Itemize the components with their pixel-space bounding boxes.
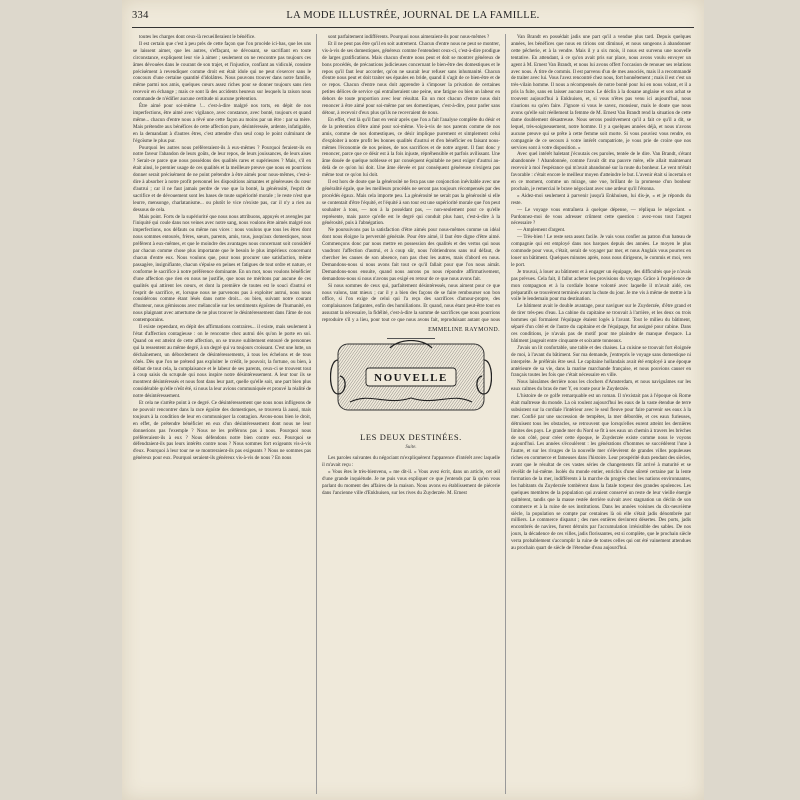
story-title: LES DEUX DESTINÉES. — [360, 432, 462, 442]
journal-title: LA MODE ILLUSTRÉE, JOURNAL DE LA FAMILLE. — [286, 10, 540, 21]
vignette-label: NOUVELLE — [374, 372, 448, 384]
text-column-1 — [133, 34, 311, 794]
paragraph: Avec quel intérêt haletant j'écoutais ces paroles, tentée de le dire. Van Brandt, s'étant abandonnée ! Abandonnée, comme l'avait dit ma pauvre mère, elle allait maintenant recevoir à moi l'espérance qui m'avait abandonné sur la route du bonheur. Le vent m'était favorable : c'était encore le meilleur moyen d'atteindre le but. L'avenir était si incertain et en ce moment, comme un mirage, une vue, brillant de la promesse d'un bonheur prochain, je remerciai le brave négociant avec une ardeur qu'il l'étonna. — [511, 151, 691, 192]
paragraph: Pourquoi les autres nous préfèreraient-ils à eux-mêmes ? Pourquoi feraient-ils en notre faveur l'abandon de leurs goûts, de leur repos, de leurs jouissances, de leurs aises ? Serait-ce parce que nous possédons des qualités rares et supérieures ? Mais, s'il en était ainsi, le premier usage de ces qualités et la meilleure preuve que nous en pourrions donner serait précisément de ne point prétendre à être aimés pour nous-mêmes, c'est-à-dire à absorber à notre profit personnel les dispositions aimantes et généreuses du cœur d'autrui ; car il ne faut jamais perdre de vue que la bonté, la générosité, l'esprit de sacrifice et de dévouement sont les bases de toute supériorité morale ; le reste n'est que leurre, mensonge, charlatanisme... ou plutôt le vice n'existe pas, car il n'y a rien au dessous de cela. — [133, 144, 311, 213]
paragraph: Le bâtiment avait le double avantage, pour naviguer sur le Zuyderzée, d'être grand et de tirer très-peu d'eau. La cabine du capitaine se trouvait à l'arrière, et les deux ou trois hommes qui formaient l'équipage étaient logés à l'avant. Tout le milieu du bâtiment, séparé d'un côté et de l'autre du capitaine et de l'équipage, fut assigné pour cabine. Dans ces conditions, je n'avais pas de motif pour me plaindre de manque d'espace. La bâtiment jaugeait entre cinquante et soixante tonneaux. — [511, 303, 691, 344]
paragraph: L'histoire de ce golfe remarquable est un roman. Il n'existait pas à l'époque où Rome était maîtresse du monde. La où roulent aujourd'hui les eaux de la vaste étendue de terre subsistent sur la cordiale l'intérieur avec le seul fleuve pour faire parvenir ses eaux à la mer. Confié par une succession de tempêtes, la mer débordée, et ces eaux furieuses, détruisent tous les obstacles, se retrouvent que lorsqu'elles eurent atteint les dernières limites des pays. Le grande mer du Nord se fit à ses eaux un chemin à travers les brèches de son côté, pour créer cette époque, le Zuyderzée existe comme nous le voyons aujourd'hui. Les années s'écoulèrent : les générations d'hommes se succédèrent l'une à l'autre, et sur les rivages de la nouvelle mer s'élevèrent de grandes villes populeuses riches en commerce et fameuses dans l'histoire. Leur prospérité dura pendant des siècles, avant que le résultat de ces vastes séries de changements fût arrivé à maturité et se révélât de lui-même. Isolés du monde entier, enrichis d'une sûreté certaine par la lente formation de la mer, indifférents à la marche du progrès chez les nations environnantes, les habitants du Zuyderzée tombèrent dans la fatale torpeur des grandes opulences. Les quelques membres de la population qui avaient conservé un reste de leur vieille énergie quittèrent, tandis que la masse restée derrière suivait avec stagnation un déclin de son commerce et à la ruine de ses institutions. Dans les années voisines du dix-neuvième siècle, la population se compte par centaines là où elle s'était jadis dénombrée par milliers. Le commerce disparut ; des rues entières devinrent désertes. Des ports, jadis encombrés de navires, furent détruits par l'accumulation irrésistible des sables. De nos jours, la décadence de ces villes, jadis florissantes, est si complète, que le prochain siècle verra probablement s'accomplir la ruine de toutes celles qui ont été vainement attendues au prochain quart de siècle de l'étendue d'eau aujourd'hui. — [511, 393, 691, 552]
header-rule — [132, 27, 694, 28]
paragraph: Nous laissâmes derrière nous les clochers d'Amsterdam, et nous naviguâmes sur les eaux calmes du bras de mer Y, en route pour le Zuyderzée. — [511, 379, 691, 393]
column-divider — [316, 34, 317, 794]
paragraph: « Vous êtes le très-bienvenu, » me dit-il. « Vous avez écrit, dans un article, cet œil d'une grande inquiétude. Je ne puis vous expliquer ce que j'entends par là qu'en vous parlant du moment des affaires de la maison. Nous avons eu établissement de piécerie dans l'ancienne ville d'Enkhuisen, sur les rives du Zuyderzée. M. Ernest — [322, 468, 500, 496]
paragraph: Les paroles suivantes du négociant m'expliquèrent l'apparence d'intérêt avec laquelle il m'avait reçu : — [322, 455, 500, 468]
paragraph: Van Brandt en possédait jadis une part qu'il a vendue plus tard. Depuis quelques années, les bénéfices que nous en tirions ont diminué, et nous songeons à abandonner cette pêcherie, et à la vendre. Mais il y a six mois, il nous est survenu une nouvelle tentative. En attendant, à ce qu'on avait pris sur place, nous avons voulu envoyer un agent à M. Ernest Van Brandt, et nous lui avons offert l'occasion de renouer ses relations avec nous. À titre de commis. Il est parvenu d'un de mes associés, mais il a recommandé de traiter avec lui. Vous l'avez rencontré chez nous, fort honnêtement ; mais il est c'est un très-vilain homme. Il nous a récompensés de notre bonté pour lui en nous volant, et il a pris la fuite, sans en laisser aucune trace. Le déclin à la douane anglaise et son achat se trouvent aujourd'hui à Enkhuisen, et, si vous n'êtes pas venu ici aujourd'hui, nous n'aurions su qu'en faire. J'ignore si vous le savez, monsieur, mais le doute que nous avons qu'elle soit réellement la femme de M. Ernest Van Brandt rend la situation de cette dame doublement désastreuse. Nous serons positivement qu'il a fait ce qu'il a dit, se lequel, très-soigneusement, notre homme. Il y a quelques années déjà, et nous n'avons aucune preuve qui se prête à cette femme soit morte. Si vous pouviez vous rendre, en compagnie de ce secours à votre intérêt compatriote, je vous prie de croire que nos services sont à votre disposition. » — [511, 34, 691, 151]
paragraph: sont parfaitement indifférents. Pourquoi nous aimeraient-ils pour nous-mêmes ? — [328, 34, 490, 40]
paragraph: Mais point. Forts de la supériorité que nous nous attribuons, appuyés et avengles par l'iniquité qui coule dans nos veines avec notre sang, nous voulons être aimés malgré nos imperfections, nos défauts ou même nos vices : nous voulons que tous les êtres dont nous sommes entourés, frères, sœurs, parents, amis, tous, jusqu'aux domestiques, nous préfèrent à eux-mêmes, et que le moindre des avantages nous concernant soit considéré par chacun comme chose plus importante que le besoin le plus impérieux concernant chacun d'entre eux. Nous voulons que, pour nous procurer une satisfaction, même passagère, insignifiante, chacun s'épuise en peines et fatigues de tout ordre et nature, et conforme le sacrifice à notre préférence dominante. En un mot, nous voulons bénéficier d'une affection que rien en nous ne justifie, que nous ne méritons par aucune de ces qualités qui attirent les cœurs, et dont la première de toutes est le souci d'autrui et l'esprit de sacrifice, et, lorsque nous ne parvenons pas à exploiter autrui, nous nous considérons comme étant lésés dans notre droit... ou bien, suivant notre courant d'humeur, nous gémissons avec mélancolie sur les sentiments égoïstes de l'humanité, en nous plaignant avec amertume de ne plus trouver le désintéressement dans l'âme de nos contemporains. — [133, 213, 311, 324]
paragraph: — Le voyage vous entraînera à quelque dépense, — répliqua le négociant. « Pardonnez-moi de vous adresser crûment cette question : avez-vous tout l'argent nécessaire ? — [511, 206, 691, 227]
paragraph: En effet, c'est là qu'il faut en venir après que l'on a fait l'analyse complète du désir et de la prétention d'être aimé pour soi-même. Vis-à-vis de nos parents comme de nos amis, comme de nos domestiques, ce désir implique purement et simplement celui d'exploiter à notre profit les bonnes qualités d'autrui et d'en bénéficier en faisant nous-mêmes l'économie de nos peines, de nos sacrifices et de notre argent. Il faut donc y renoncer, parce que ce désir est à la fois injuste, répréhensible et parfois avilissant. Une âme douée de quelque noblesse et par conséquent équitable ne peut exiger d'autrui au-delà de ce qu'on lui doit. Une âme élevée et par conséquent généreuse n'exigera pas même tout ce qu'on lui doit. — [322, 116, 500, 179]
paragraph: Il existe cependant, en dépit des affirmations contraires... il existe, mais seulement à l'état d'affection contagieuse : on le rencontre chez autrui dès qu'on le porte en soi. Quand on est atteint de cette affection, on se trouve subitement entouré de personnes qui la ressentent au même degré, à un degré qui va toujours croissant. C'est une lutte, un déchaînement, un débordement de désintéressements, à tous les échelons et de tous côtés. Dès que l'on ne prétend pas exploiter le crédit, le pouvoir, la fortune, ou bien, à défaut de tout cela, la complaisance et le labeur de ses parents, ceux-ci se trouvent tout à coup saisis du scrupule qui nous inspire notre désintéressement. A leur tour ils se montrent désintéressés et nous font dans leur part, quelle qu'elle soit, une part bien plus considérable qu'elle n'eût été, si nous la leur avions communiquée et prouvé la réalité de notre désintéressement. — [133, 324, 311, 400]
story-text — [322, 455, 500, 795]
paragraph: Il est certain que c'est à peu près de cette façon que l'on procède ici-bas, que les uns se laissent aimer, que les autres, s'effaçant, se dévouant, se sacrifiant en toute circonstance, expliquent leur vie à aimer ; seulement on ne rencontre pas toujours ces âmes dévouées dans le courant de son trajet, et l'injustice, confiant au vidiculé, consiste précisément à revendiquer comme droit est était idole qui ne peut s'exercer sans le concours d'une certaine quantité d'idolâtres. Nous pouvons trouver dans notre famille, même parmi nos amis, quelques cœurs assez riches pour se donner toujours sans rien recevoir en échange ; mais ce sont là des accidents heureux sur lesquels la raison nous commande de n'édifier aucune certitude ni aucune prétention. — [133, 40, 311, 103]
paragraph: Et cela ne s'arrête point à ce degré. Ce désintéressement que nous nous infligeons de ne pouvoir rencontrer dans la race égoïste des domestiques, se trouvera là aussi, mais toujours à la condition de leur en communiquer la contagion. Avons-nous bien le droit, en effet, de prétendre bénéficier en eux d'un désintéressement dont nous ne leur donnerions pas l'exemple ? Nous ne les préférons pas à nous. Pourquoi nous préfèreraient-ils à eux ? Nous défendons notre bien contre eux. Pourquoi se défendraient-ils pas leurs intérêts contre nous ? Nous sommes fort exigeants vis-à-vis d'eux. Pourquoi à leur tour ne se montreraient-ils pas exigeants ? Nous ne sommes pas généreux pour eux. Pourquoi seraient-ils généreux vis-à-vis de nous ? En nous — [133, 400, 311, 462]
paragraph: Je trouvai, à louer au bâtiment et à engager un équipage, des difficultés que je n'avais pas prévues. Cela fait, il fallut acheter les provisions du voyage. Grâce à l'expérience de mon compagnon et à la cordiale bonne volonté avec laquelle il m'avait aidé, ces préparatifs se trouvèrent terminés avant la chute du jour. Je me vis à même de mettre à la voile le lendemain pour ma destination. — [511, 268, 691, 303]
signature-rule — [387, 338, 435, 339]
nouvelle-vignette — [330, 340, 492, 415]
story-subtitle: Suite. — [405, 445, 417, 450]
running-header — [132, 9, 694, 25]
author-signature: EMMELINE RAYMOND. — [428, 327, 500, 333]
paragraph: — Très-bien ! Le reste sera assez facile. Je vais vous confier au patron d'un bateau de compagnie qui est employé dans nos barques depuis des années. Le moyen le plus commode pour vous, c'était, serait de voyager par mer, et nous Anglais vous pourrez en louer un bâtiment. Quelques minutes après, nous nous dirigeons, le commis et moi, vers le port. — [511, 234, 691, 268]
page-number: 334 — [132, 10, 149, 21]
paragraph: Il est hors de doute que la générosité ne fera pas une conjonction inévitable avec une généralité égale, que les meilleurs procédés ne seront pas toujours récompensés par des procédés égaux. Mais cela importe peu. La générosité ne serait pas la générosité si elle se contentait d'être l'équité, et l'équité à son tour est une supériorité morale que l'on peut souhaiter à tous, — non à la possédant pas, — non-seulement pour ce qu'elle représente, mais parce qu'elle est le degré qui conduit plus haut, c'est-à-dire à la générosité, puis à l'abnégation. — [322, 179, 500, 227]
paragraph: « Aidez-moi seulement à parvenir jusqu'à Enkhuisen, lui dis-je, « et je réponds du reste. — [511, 192, 691, 206]
magazine-page — [122, 0, 704, 800]
paragraph: Si nous sommes de ceux qui, parfaitement désintéressés, nous aiment pour ce que nous valons, tant mieux ; car il y a bien des façons de se faire rembourser son bon office, si l'on exige de celui qui l'a reçu des sacrifices d'amour-propre, des complaisances fatigantes, enfin des humiliations. Et quand, nous étant peut-être tout en assurant la nécessaire, la fidélité, c'est-à-dire la somme de sacrifices que nous pourrions reproduire s'il y a lieu, pour tout ce que nous avons fait, reproduisant autant que nous — [322, 282, 500, 324]
paragraph: Ne poursuivons pas la satisfaction d'être aimés pour nous-mêmes comme un idéal dont nous éloigne la perversité générale. Pour être aimé, il faut être digne d'être aimé. Commençons donc par nous mettre en possession des qualités et des vertus qui nous vaudront l'affection d'autrui, et à coup sûr, nous l'obtiendrons sans nul défaut, de chercher les causes de son absence, non pas chez les autres, mais d'abord en nous. Demandons-nous si nous avons fait tout ce qu'il fallait pour que l'on nous aimât. Demandons-nous ensuite, quand nous aurons pu nous répondre affirmativement, demandons-nous si nous n'avons pas exigé en retour de ce que nous avons fait. — [322, 227, 500, 282]
paragraph: — Amplement d'argent. — [517, 227, 566, 234]
column-divider — [505, 34, 506, 794]
paragraph: Et il ne peut pas être qu'il en soit autrement. Chacun d'entre nous ne peut se montrer, vis-à-vis de ses domestiques, généreux comme l'entendent ceux-ci, c'est-à-dire prodigue de larges gratifications. Mais chacun d'entre nous peut et doit se montrer généreux de bons procédés, de précautions judicieuses concernant le bien-être des domestiques et le repos qu'il faut leur accorder, qu'on ne saurait leur refuser sans inhumanité. Chacun d'entre nous peut et doit traiter ses épaules en bride, quand il s'agit de ce bien-être et de ce repos. Chacun d'entre nous doit apprendre à s'imposer la privation de certaines petites délices de service qui entraîneraient une peine, une fatigue ou bien un labeur en dehors de toute proportion avec leur résultat. En un mot chacun d'entre nous doit renoncer à être aimé pour soi-même par ses domestiques, c'est-à-dire, pour parler sans détour, à recevoir d'eux plus qu'ils ne recevraient de nous. — [322, 40, 500, 116]
paragraph: J'avais un lit confortable, une table et des chaises. La cuisine se trouvait fort éloignée de moi, à l'avant du bâtiment. Sur ma demande, j'entrepris le voyage sans domestique ni interprète. Je préférais être seul. Le capitaine hollandais avait été employé à une époque antérieure de sa vie, dans la marine marchande française, et nous pouvions causer en français toutes les fois que c'était nécessaire en ville. — [511, 344, 691, 379]
text-column-3 — [511, 34, 691, 794]
paragraph: toutes les charges dont ceux-là recueilleraient le bénéfice. — [139, 34, 256, 40]
paragraph: Être aimé pour soi-même !... c'est-à-dire malgré nos torts, en dépit de nos imperfections, être aimé avec vigilance, avec constance, avec bonté, toujours et quand même... chacun d'entre nous a rêvé une cette façon au moins par un être : par sa mère. Mais prétendre aux bénéfices de cette affection pure, désintéressée, ardente, infatigable, en la demandant à d'autres êtres, c'est attendre d'un seul coup le point culminant de l'égoïsme le plus pur. — [133, 103, 311, 144]
text-column-2 — [322, 34, 500, 324]
